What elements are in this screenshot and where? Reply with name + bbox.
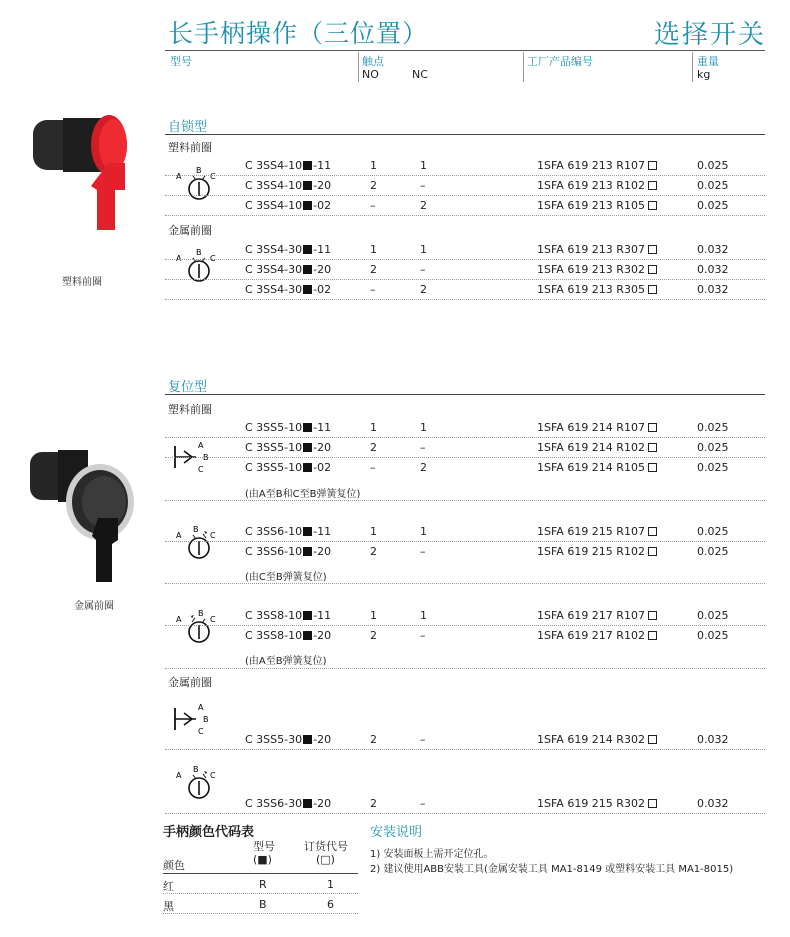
table-row	[165, 606, 765, 626]
nc-cell: –	[420, 263, 426, 276]
svg-text:C: C	[210, 771, 216, 780]
table-row	[165, 438, 765, 458]
svg-text:A: A	[198, 703, 204, 712]
color-table-rule	[163, 873, 358, 874]
model-cell: C 3SS5-10 -11	[245, 421, 332, 434]
row-divider	[165, 668, 765, 669]
group-label-metal: 金属前圈	[168, 676, 212, 689]
table-row	[165, 260, 765, 280]
model-cell: C 3SS6-30 -20	[245, 797, 332, 810]
svg-text:C: C	[210, 615, 216, 624]
code-cell: 1SFA 619 214 R302	[537, 733, 657, 746]
svg-text:A: A	[176, 254, 182, 263]
code-cell: 1SFA 619 213 R307	[537, 243, 657, 256]
table-row	[165, 176, 765, 196]
color-table-color-cell: 红	[163, 880, 174, 893]
nc-cell: –	[420, 733, 426, 746]
code-cell: 1SFA 619 214 R105	[537, 461, 657, 474]
install-note-1: 1) 安装面板上需开定位孔。	[370, 849, 494, 860]
no-cell: 2	[370, 797, 377, 810]
header-weight-unit: kg	[697, 68, 711, 81]
color-table-col-model-symbol: (■)	[253, 853, 272, 866]
color-table-model-cell: R	[259, 878, 267, 891]
color-table-col-order: 订货代号	[304, 840, 348, 853]
code-cell: 1SFA 619 213 R102	[537, 179, 657, 192]
nc-cell: –	[420, 179, 426, 192]
svg-text:B: B	[193, 525, 199, 534]
no-cell: 1	[370, 525, 377, 538]
nc-cell: 2	[420, 199, 427, 212]
no-cell: 1	[370, 421, 377, 434]
weight-cell: 0.025	[697, 609, 729, 622]
svg-text:A: A	[176, 771, 182, 780]
no-cell: 2	[370, 733, 377, 746]
no-cell: 2	[370, 629, 377, 642]
model-cell: C 3SS4-10 -20	[245, 179, 332, 192]
model-cell: C 3SS6-10 -20	[245, 545, 332, 558]
color-table-col-color: 颜色	[163, 859, 185, 872]
nc-cell: 1	[420, 159, 427, 172]
group-label-plastic: 塑料前圈	[168, 403, 212, 416]
model-cell: C 3SS4-10 -11	[245, 159, 332, 172]
weight-cell: 0.025	[697, 461, 729, 474]
svg-text:C: C	[210, 531, 216, 540]
table-row	[165, 196, 765, 216]
code-cell: 1SFA 619 217 R107	[537, 609, 657, 622]
weight-cell: 0.025	[697, 441, 729, 454]
weight-cell: 0.025	[697, 179, 729, 192]
nc-cell: 1	[420, 243, 427, 256]
nc-cell: 1	[420, 421, 427, 434]
svg-text:A: A	[198, 441, 204, 450]
svg-text:B: B	[203, 715, 209, 724]
header-weight: 重量	[697, 55, 719, 68]
model-cell: C 3SS4-30 -02	[245, 283, 332, 296]
svg-text:A: A	[176, 615, 182, 624]
table-row	[165, 522, 765, 542]
no-cell: –	[370, 283, 376, 296]
weight-cell: 0.025	[697, 629, 729, 642]
code-cell: 1SFA 619 213 R305	[537, 283, 657, 296]
color-table-col-order-symbol: (□)	[316, 853, 335, 866]
symbol-letter-b: B	[196, 166, 202, 175]
model-cell: C 3SS5-30 -20	[245, 733, 332, 746]
code-cell: 1SFA 619 213 R107	[537, 159, 657, 172]
svg-text:B: B	[203, 453, 209, 462]
no-cell: 2	[370, 441, 377, 454]
svg-text:C: C	[198, 727, 204, 736]
code-cell: 1SFA 619 214 R107	[537, 421, 657, 434]
nc-cell: 1	[420, 525, 427, 538]
black-handle-switch-image	[22, 440, 142, 590]
header-top-rule	[165, 50, 765, 51]
table-row	[165, 240, 765, 260]
install-title: 安装说明	[370, 825, 423, 840]
weight-cell: 0.025	[697, 421, 729, 434]
weight-cell: 0.025	[697, 525, 729, 538]
nc-cell: –	[420, 441, 426, 454]
table-row	[165, 542, 765, 562]
svg-text:B: B	[196, 248, 202, 257]
table-row	[165, 626, 765, 646]
spring-return-note: (由C至B弹簧复位)	[245, 572, 327, 583]
table-row	[165, 156, 765, 176]
page-title: 长手柄操作（三位置）	[168, 19, 429, 48]
table-row	[165, 280, 765, 300]
no-cell: 2	[370, 545, 377, 558]
row-divider	[165, 500, 765, 501]
weight-cell: 0.032	[697, 283, 729, 296]
color-table-col-model: 型号	[253, 840, 275, 853]
section-rule	[165, 394, 765, 395]
header-factory-code: 工厂产品编号	[527, 55, 593, 68]
model-cell: C 3SS5-10 -02	[245, 461, 332, 474]
section-title-reset: 复位型	[168, 380, 208, 395]
code-cell: 1SFA 619 215 R107	[537, 525, 657, 538]
red-handle-switch-image	[25, 108, 140, 248]
code-cell: 1SFA 619 214 R102	[537, 441, 657, 454]
nc-cell: 2	[420, 461, 427, 474]
color-table-row-divider	[163, 913, 358, 914]
model-cell: C 3SS6-10 -11	[245, 525, 332, 538]
svg-text:B: B	[198, 609, 204, 618]
code-cell: 1SFA 619 215 R302	[537, 797, 657, 810]
header-divider	[358, 52, 359, 82]
no-cell: –	[370, 199, 376, 212]
nc-cell: –	[420, 797, 426, 810]
color-table-title: 手柄颜色代码表	[163, 825, 255, 840]
group-label-plastic: 塑料前圈	[168, 141, 212, 154]
weight-cell: 0.032	[697, 733, 729, 746]
svg-text:C: C	[210, 254, 216, 263]
color-table-row-divider	[163, 893, 358, 894]
product-caption-metal: 金属前圈	[74, 601, 114, 612]
svg-text:B: B	[193, 765, 199, 774]
header-nc: NC	[412, 68, 428, 81]
table-row	[165, 730, 765, 750]
install-note-2: 2) 建议使用ABB安装工具(金属安装工具 MA1-8149 或塑料安装工具 MA1-8015)	[370, 864, 734, 875]
model-cell: C 3SS8-10 -11	[245, 609, 332, 622]
color-table-order-cell: 1	[327, 878, 334, 891]
symbol-letter-a: A	[176, 172, 182, 181]
no-cell: 1	[370, 609, 377, 622]
model-cell: C 3SS4-30 -20	[245, 263, 332, 276]
no-cell: 2	[370, 179, 377, 192]
weight-cell: 0.025	[697, 545, 729, 558]
no-cell: 2	[370, 263, 377, 276]
weight-cell: 0.032	[697, 263, 729, 276]
code-cell: 1SFA 619 213 R105	[537, 199, 657, 212]
weight-cell: 0.025	[697, 199, 729, 212]
svg-text:A: A	[176, 531, 182, 540]
header-divider	[523, 52, 524, 82]
spring-return-note: (由A至B和C至B弹簧复位)	[245, 489, 361, 500]
code-cell: 1SFA 619 215 R102	[537, 545, 657, 558]
page-category-title: 选择开关	[653, 20, 766, 50]
section-title-latching: 自锁型	[168, 120, 208, 135]
color-table-order-cell: 6	[327, 898, 334, 911]
nc-cell: 2	[420, 283, 427, 296]
header-contacts: 触点	[362, 55, 384, 68]
section-rule	[165, 134, 765, 135]
model-cell: C 3SS4-30 -11	[245, 243, 332, 256]
model-cell: C 3SS8-10 -20	[245, 629, 332, 642]
product-caption-plastic: 塑料前圈	[62, 277, 102, 288]
color-table-color-cell: 黑	[163, 900, 174, 913]
spring-return-note: (由A至B弹簧复位)	[245, 656, 327, 667]
row-divider	[165, 583, 765, 584]
header-divider	[692, 52, 693, 82]
model-cell: C 3SS5-10 -20	[245, 441, 332, 454]
header-model: 型号	[170, 55, 192, 68]
no-cell: 1	[370, 159, 377, 172]
header-no: NO	[362, 68, 379, 81]
group-label-metal: 金属前圈	[168, 224, 212, 237]
table-row	[165, 418, 765, 438]
code-cell: 1SFA 619 213 R302	[537, 263, 657, 276]
weight-cell: 0.025	[697, 159, 729, 172]
model-cell: C 3SS4-10 -02	[245, 199, 332, 212]
nc-cell: –	[420, 629, 426, 642]
weight-cell: 0.032	[697, 243, 729, 256]
code-cell: 1SFA 619 217 R102	[537, 629, 657, 642]
nc-cell: 1	[420, 609, 427, 622]
nc-cell: –	[420, 545, 426, 558]
symbol-letter-c: C	[210, 172, 216, 181]
color-table-model-cell: B	[259, 898, 267, 911]
table-row	[165, 458, 765, 478]
no-cell: 1	[370, 243, 377, 256]
svg-text:C: C	[198, 465, 204, 474]
weight-cell: 0.032	[697, 797, 729, 810]
no-cell: –	[370, 461, 376, 474]
table-row	[165, 794, 765, 814]
